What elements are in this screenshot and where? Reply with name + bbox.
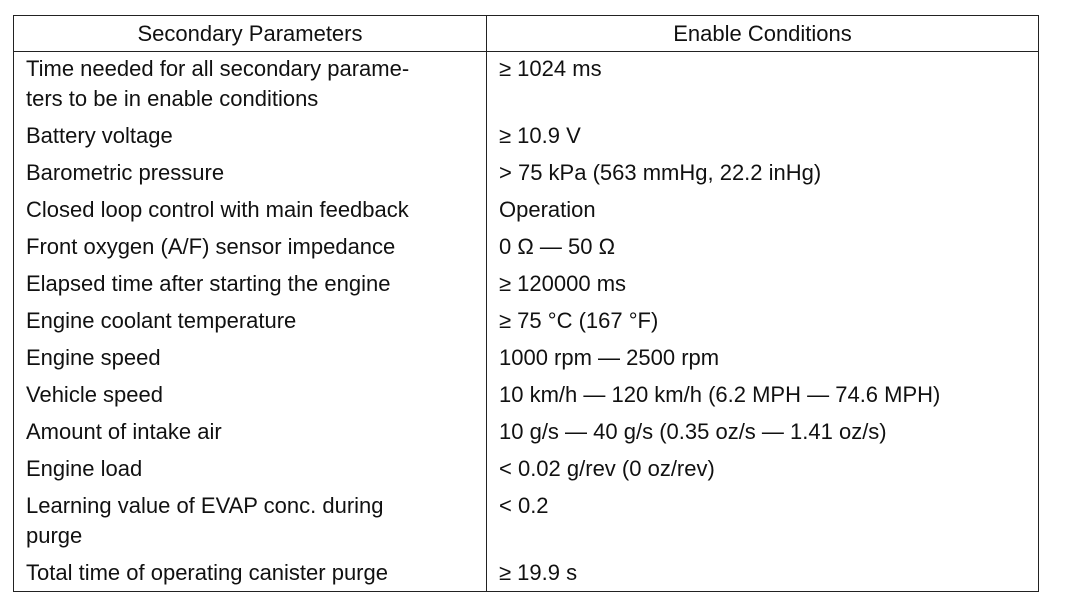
parameter-cell: Front oxygen (A/F) sensor impedance <box>14 230 487 267</box>
parameter-cell: Elapsed time after starting the engine <box>14 267 487 304</box>
condition-cell: < 0.2 <box>487 489 1039 556</box>
table-row <box>14 304 1039 341</box>
header-enable-conditions: Enable Conditions <box>487 16 1039 52</box>
table-row <box>14 156 1039 193</box>
condition-cell: Operation <box>487 193 1039 230</box>
parameter-cell: Barometric pressure <box>14 156 487 193</box>
parameter-cell: Engine coolant temperature <box>14 304 487 341</box>
parameter-cell: Total time of operating canister purge <box>14 556 487 592</box>
table-header <box>14 16 1039 52</box>
condition-cell: 10 g/s — 40 g/s (0.35 oz/s — 1.41 oz/s) <box>487 415 1039 452</box>
condition-cell: 10 km/h — 120 km/h (6.2 MPH — 74.6 MPH) <box>487 378 1039 415</box>
condition-cell: ≥ 1024 ms <box>487 52 1039 120</box>
condition-cell: ≥ 19.9 s <box>487 556 1039 592</box>
parameter-cell: Vehicle speed <box>14 378 487 415</box>
table-row <box>14 556 1039 592</box>
table-row <box>14 415 1039 452</box>
enable-conditions-table <box>13 15 1039 592</box>
parameter-cell: Amount of intake air <box>14 415 487 452</box>
parameter-cell: Engine speed <box>14 341 487 378</box>
table-row <box>14 452 1039 489</box>
condition-cell: 1000 rpm — 2500 rpm <box>487 341 1039 378</box>
table-row <box>14 193 1039 230</box>
table-body <box>14 52 1039 592</box>
parameter-cell: Time needed for all secondary parame- ters to be in enable conditions <box>14 52 487 120</box>
condition-cell: ≥ 75 °C (167 °F) <box>487 304 1039 341</box>
table-row <box>14 267 1039 304</box>
table-row <box>14 230 1039 267</box>
table-row <box>14 489 1039 556</box>
parameter-cell: Battery voltage <box>14 119 487 156</box>
table-row <box>14 119 1039 156</box>
table-row <box>14 52 1039 120</box>
header-secondary-parameters: Secondary Parameters <box>14 16 487 52</box>
parameter-cell: Engine load <box>14 452 487 489</box>
parameter-cell: Closed loop control with main feedback <box>14 193 487 230</box>
condition-cell: ≥ 10.9 V <box>487 119 1039 156</box>
table-row <box>14 341 1039 378</box>
condition-cell: ≥ 120000 ms <box>487 267 1039 304</box>
condition-cell: 0 Ω — 50 Ω <box>487 230 1039 267</box>
condition-cell: > 75 kPa (563 mmHg, 22.2 inHg) <box>487 156 1039 193</box>
condition-cell: < 0.02 g/rev (0 oz/rev) <box>487 452 1039 489</box>
header-row <box>14 16 1039 52</box>
parameter-cell: Learning value of EVAP conc. during purge <box>14 489 487 556</box>
table-row <box>14 378 1039 415</box>
